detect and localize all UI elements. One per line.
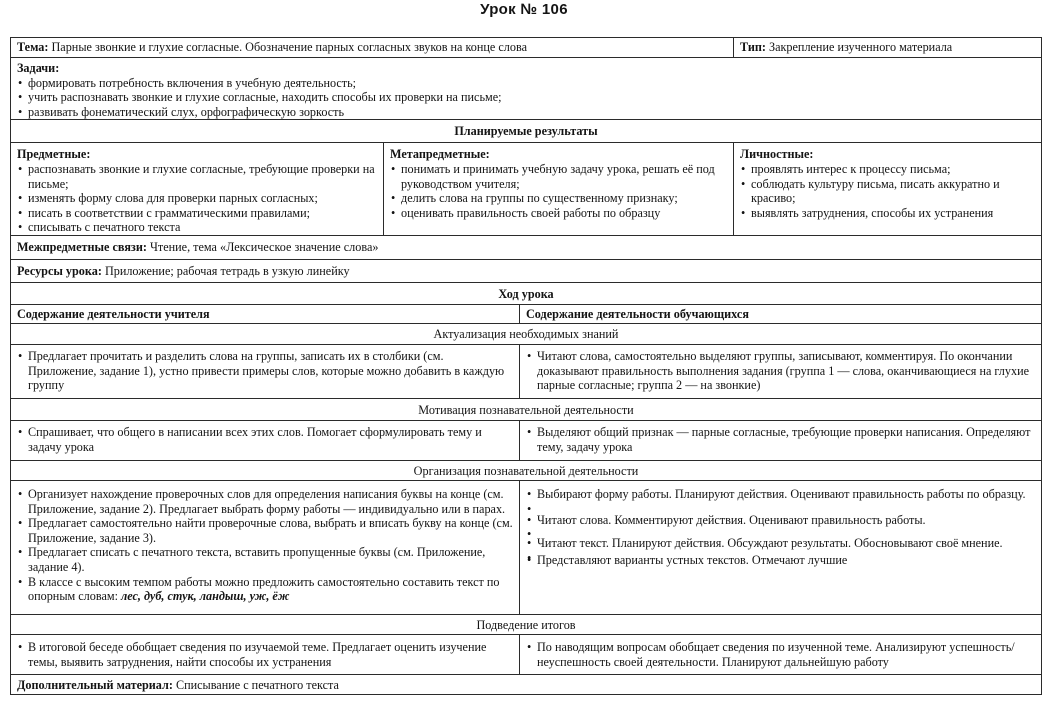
list-item: • Предлагает списать с печатного текста, вставить пропущенные буквы (см. Приложение, задание 4). [17,545,513,574]
planned-heading-row [11,120,1042,143]
links-row [11,235,1042,259]
stage-title: Актуализация необходимых знаний [11,323,1042,344]
list-item: • списывать с печатного текста [17,220,377,235]
extra-row [11,674,1042,694]
support-words: лес, дуб, стук, ландыш, уж, ёж [121,589,290,604]
extra-label: Дополнительный материал: [17,677,173,692]
personal-results-label: Личностные: [740,147,814,162]
resources-cell [11,259,1042,282]
teacher-last-text: В классе с высоким темпом работы можно предложить самостоятельно составить текст по опорным словам: [28,574,500,604]
list-item: • развивать фонематический слух, орфографическую зоркость [17,105,1035,120]
subject-results-label: Предметные: [17,147,91,162]
resources-row [11,259,1042,282]
course-heading-row [11,282,1042,304]
topic-row [11,38,1042,58]
subject-results-cell [11,143,384,236]
stage-title-row [11,323,1042,344]
tasks-cell [11,58,1042,120]
students-cell [520,480,1042,614]
list-item: • Читают текст. Планируют действия. Обсуждают результаты. Обосновывают своё мнение. [526,536,1035,551]
list-item: • понимать и принимать учебную задачу урока, решать её под руководством учителя; [390,162,727,191]
list-item: • выявлять затруднения, способы их устранения [740,206,1035,221]
stage-title: Мотивация познавательной деятельности [11,398,1042,420]
list-item: • формировать потребность включения в учебную деятельность; [17,76,1035,91]
tasks-list [17,76,1035,120]
subject-results-list [17,162,377,235]
type-text: Закрепление изученного материала [768,40,953,54]
stage-row [11,420,1042,460]
spacer [526,527,1035,536]
students-column-header: Содержание деятельности обучающихся [520,304,1042,323]
teacher-column-header: Содержание деятельности учителя [11,304,520,323]
list-item: • Выделяют общий признак — парные согласные, требующие проверки написания. Определяют тему, задачу урока [526,425,1035,454]
list-item: • По наводящим вопросам обобщает сведения по изученной теме. Анализируют успешность/неуспешность своей деятельности. Планируют дальнейшую работу [526,640,1035,669]
list-item: • проявлять интерес к процессу письма; [740,162,1035,177]
students-cell [520,420,1042,460]
planned-results-row [11,143,1042,236]
topic-text: Парные звонкие и глухие согласные. Обозначение парных согласных звуков на конце слова [51,40,527,54]
list-item: • писать в соответствии с грамматическими правилами; [17,206,377,221]
stage-title: Организация познавательной деятельности [11,460,1042,480]
page-title: Урок № 106 [480,1,568,18]
course-columns-row [11,304,1042,323]
topic-cell [11,38,734,58]
list-item: • Читают слова. Комментируют действия. Оценивают правильность работы. [526,513,1035,528]
list-item: • Читают слова, самостоятельно выделяют группы, записывают, комментируя. По окончании доказывают правильность выполнения задания (группа 1 — слова, оканчивающиеся на глухие парные согласные; группа 2 — на звонкие) [526,349,1035,393]
stage-title-row [11,398,1042,420]
topic-label: Тема: [17,40,49,54]
stage-title: Подведение итогов [11,614,1042,634]
list-item: • учить распознавать звонкие и глухие согласные, находить способы их проверки на письме; [17,90,1035,105]
stage-row [11,634,1042,674]
list-item [17,575,513,604]
list-item: • Спрашивает, что общего в написании всех этих слов. Помогает сформулировать тему и задачу урока [17,425,513,454]
resources-text: Приложение; рабочая тетрадь в узкую линейку [104,263,350,278]
list-item: • распознавать звонкие и глухие согласные, требующие проверки на письме; [17,162,377,191]
personal-results-list [740,162,1035,220]
personal-results-cell [734,143,1042,236]
lesson-plan-table [10,37,1042,695]
students-cell [520,634,1042,674]
teacher-cell [11,420,520,460]
extra-text: Списывание с печатного текста [175,677,339,692]
course-heading: Ход урока [11,282,1042,304]
teacher-cell [11,634,520,674]
teacher-cell [11,480,520,614]
list-item: • В итоговой беседе обобщает сведения по изучаемой теме. Предлагает оценить изучение темы, выявить затруднения, найти способы их устранения [17,640,513,669]
links-cell [11,235,1042,259]
stage-row [11,480,1042,614]
meta-results-label: Метапредметные: [390,147,490,162]
list-item: • Выбирают форму работы. Планируют действия. Оценивают правильность работы по образцу. [526,487,1035,502]
list-item: • Организует нахождение проверочных слов для определения написания буквы на конце (см. Приложение, задание 2). Предлагает выбрать форму работы — индивидуально или в парах. [17,487,513,516]
spacer [526,502,1035,513]
type-cell [734,38,1042,58]
stage-title-row [11,460,1042,480]
list-item: • делить слова на группы по существенному признаку; [390,191,727,206]
list-item: • соблюдать культуру письма, писать аккуратно и красиво; [740,177,1035,206]
teacher-cell [11,344,520,398]
links-label: Межпредметные связи: [17,239,147,254]
list-item: • Предлагает самостоятельно найти проверочные слова, выбрать и вписать букву на конце (см. Приложение, задание 3). [17,516,513,545]
resources-label: Ресурсы урока: [17,263,102,278]
planned-heading: Планируемые результаты [11,120,1042,143]
tasks-label: Задачи: [17,61,60,75]
extra-cell [11,674,1042,694]
meta-results-cell [384,143,734,236]
list-item: • Представляют варианты устных текстов. Отмечают лучшие [526,553,1035,568]
list-item: • изменять форму слова для проверки парных согласных; [17,191,377,206]
list-item: • оценивать правильность своей работы по образцу [390,206,727,221]
type-label: Тип: [740,40,766,54]
meta-results-list [390,162,727,220]
links-text: Чтение, тема «Лексическое значение слова» [149,239,379,254]
stage-title-row [11,614,1042,634]
list-item: • Предлагает прочитать и разделить слова на группы, записать их в столбики (см. Приложение, задание 1), устно привести примеры слов, которые можно добавить в каждую группу [17,349,513,393]
students-cell [520,344,1042,398]
stage-row [11,344,1042,398]
tasks-row [11,58,1042,120]
